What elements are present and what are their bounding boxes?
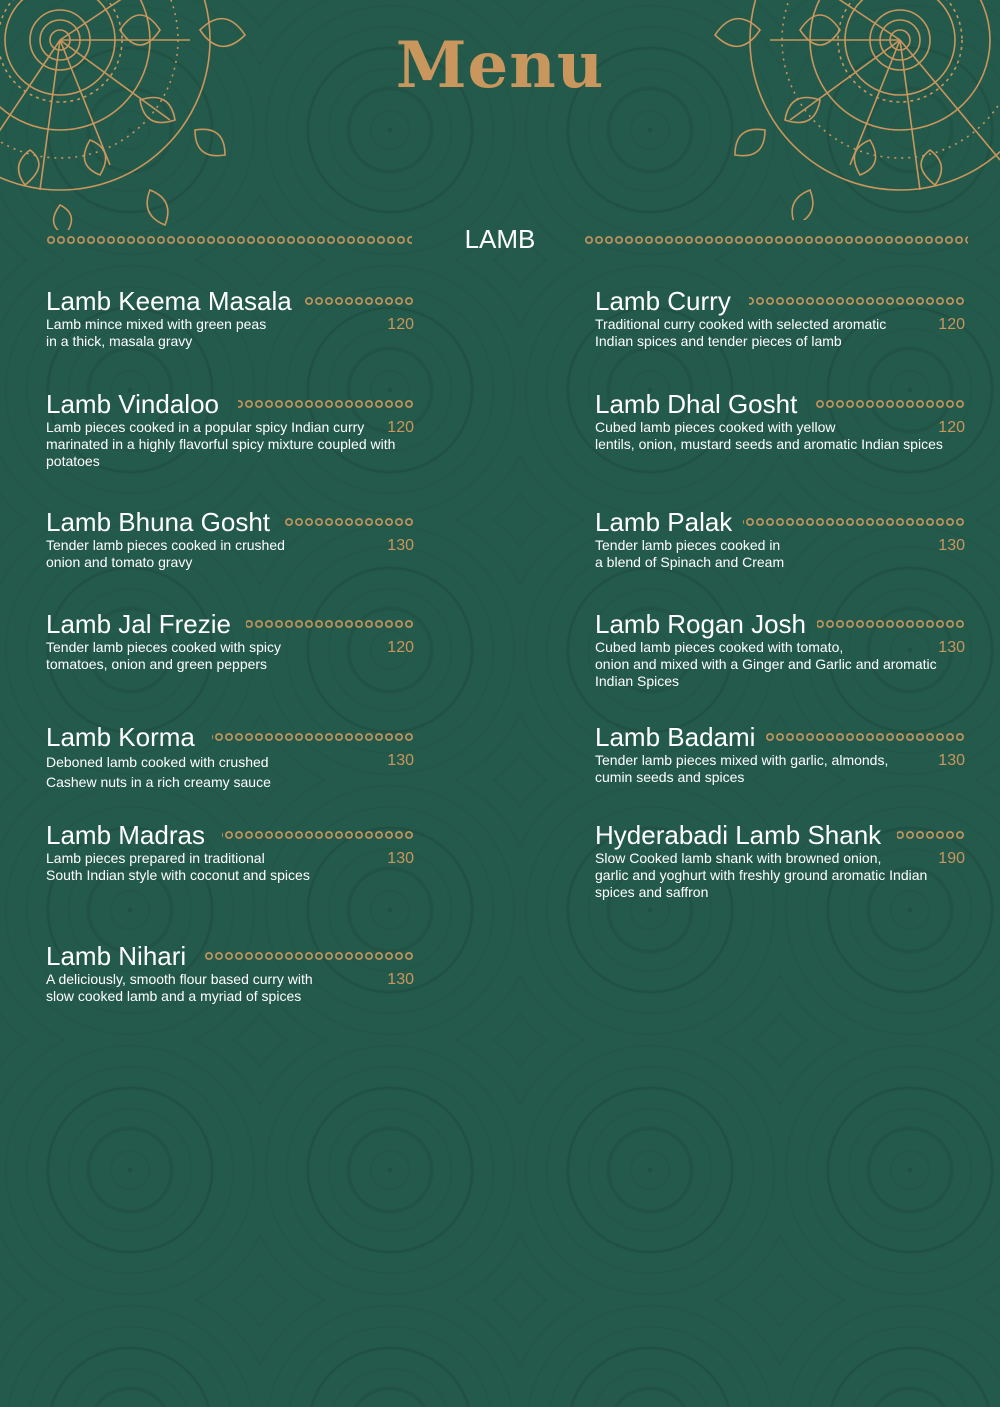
item-divider <box>765 731 965 743</box>
item-description: Lamb pieces prepared in traditional South Indian style with coconut and spices <box>46 850 310 883</box>
item-description: Lamb pieces cooked in a popular spicy Indian curry marinated in a highly flavorful spicy mixture coupled with potatoes <box>46 419 396 469</box>
item-name: Lamb Nihari <box>46 941 187 971</box>
item-divider <box>817 618 965 630</box>
item-name: Hyderabadi Lamb Shank <box>595 820 882 850</box>
menu-item <box>595 505 965 571</box>
item-name: Lamb Madras <box>46 820 205 850</box>
item-name: Lamb Vindaloo <box>46 389 219 419</box>
item-description: A deliciously, smooth flour based curry with slow cooked lamb and a myriad of spices <box>46 971 313 1004</box>
item-divider <box>212 731 414 743</box>
menu-title: Menu <box>395 28 605 103</box>
item-price: 120 <box>938 316 965 333</box>
item-divider <box>815 398 965 410</box>
item-description: Tender lamb pieces cooked in a blend of Spinach and Cream <box>595 537 785 570</box>
item-price: 130 <box>387 971 414 988</box>
item-description: Traditional curry cooked with selected aromatic Indian spices and tender pieces of lamb <box>595 316 887 349</box>
menu-item <box>46 284 414 350</box>
item-divider <box>749 295 965 307</box>
item-name: Lamb Bhuna Gosht <box>46 507 271 537</box>
item-price: 120 <box>387 316 414 333</box>
section-heading: LAMB <box>464 224 536 254</box>
item-name: Lamb Rogan Josh <box>595 609 807 639</box>
menu-item <box>46 505 414 571</box>
menu-item <box>46 387 414 470</box>
item-price: 130 <box>938 639 965 656</box>
item-price: 190 <box>938 850 965 867</box>
menu-item <box>595 387 965 453</box>
item-price: 130 <box>387 537 414 554</box>
item-name: Lamb Palak <box>595 507 733 537</box>
item-name: Lamb Jal Frezie <box>46 609 231 639</box>
menu-item <box>46 939 414 1005</box>
item-price: 130 <box>387 850 414 867</box>
menu-item <box>595 607 965 690</box>
item-name: Lamb Curry <box>595 286 731 316</box>
item-price: 130 <box>938 537 965 554</box>
item-divider <box>284 516 414 528</box>
item-description: Deboned lamb cooked with crushed Cashew nuts in a rich creamy sauce <box>46 754 271 790</box>
menu-item <box>46 818 414 884</box>
item-description: Cubed lamb pieces cooked with yellow lentils, onion, mustard seeds and aromatic Indian spices <box>595 419 943 452</box>
item-description: Tender lamb pieces mixed with garlic, almonds, cumin seeds and spices <box>595 752 889 785</box>
menu-item <box>595 818 965 901</box>
item-price: 120 <box>387 419 414 436</box>
item-description: Lamb mince mixed with green peas in a thick, masala gravy <box>46 316 267 349</box>
item-description: Tender lamb pieces cooked in crushed onion and tomato gravy <box>46 537 285 570</box>
item-divider <box>304 295 414 307</box>
menu-item <box>46 607 414 673</box>
item-description: Tender lamb pieces cooked with spicy tomatoes, onion and green peppers <box>46 639 282 672</box>
item-divider <box>246 618 414 630</box>
item-divider <box>204 950 414 962</box>
item-name: Lamb Keema Masala <box>46 286 292 316</box>
item-price: 130 <box>387 752 414 769</box>
item-description: Cubed lamb pieces cooked with tomato, onion and mixed with a Ginger and Garlic and aromatic Indian Spices <box>595 639 937 689</box>
item-divider <box>238 398 414 410</box>
item-description: Slow Cooked lamb shank with browned onion, garlic and yoghurt with freshly ground aromatic Indian spices and saffron <box>595 850 928 900</box>
menu-item <box>595 284 965 350</box>
menu-item <box>46 720 414 792</box>
section-divider-right <box>584 234 968 246</box>
item-price: 130 <box>938 752 965 769</box>
item-name: Lamb Korma <box>46 722 195 752</box>
item-price: 120 <box>938 419 965 436</box>
item-price: 120 <box>387 639 414 656</box>
item-divider <box>743 516 965 528</box>
item-divider <box>897 829 965 841</box>
menu-item <box>595 720 965 786</box>
item-name: Lamb Badami <box>595 722 756 752</box>
item-divider <box>222 829 414 841</box>
item-name: Lamb Dhal Gosht <box>595 389 798 419</box>
